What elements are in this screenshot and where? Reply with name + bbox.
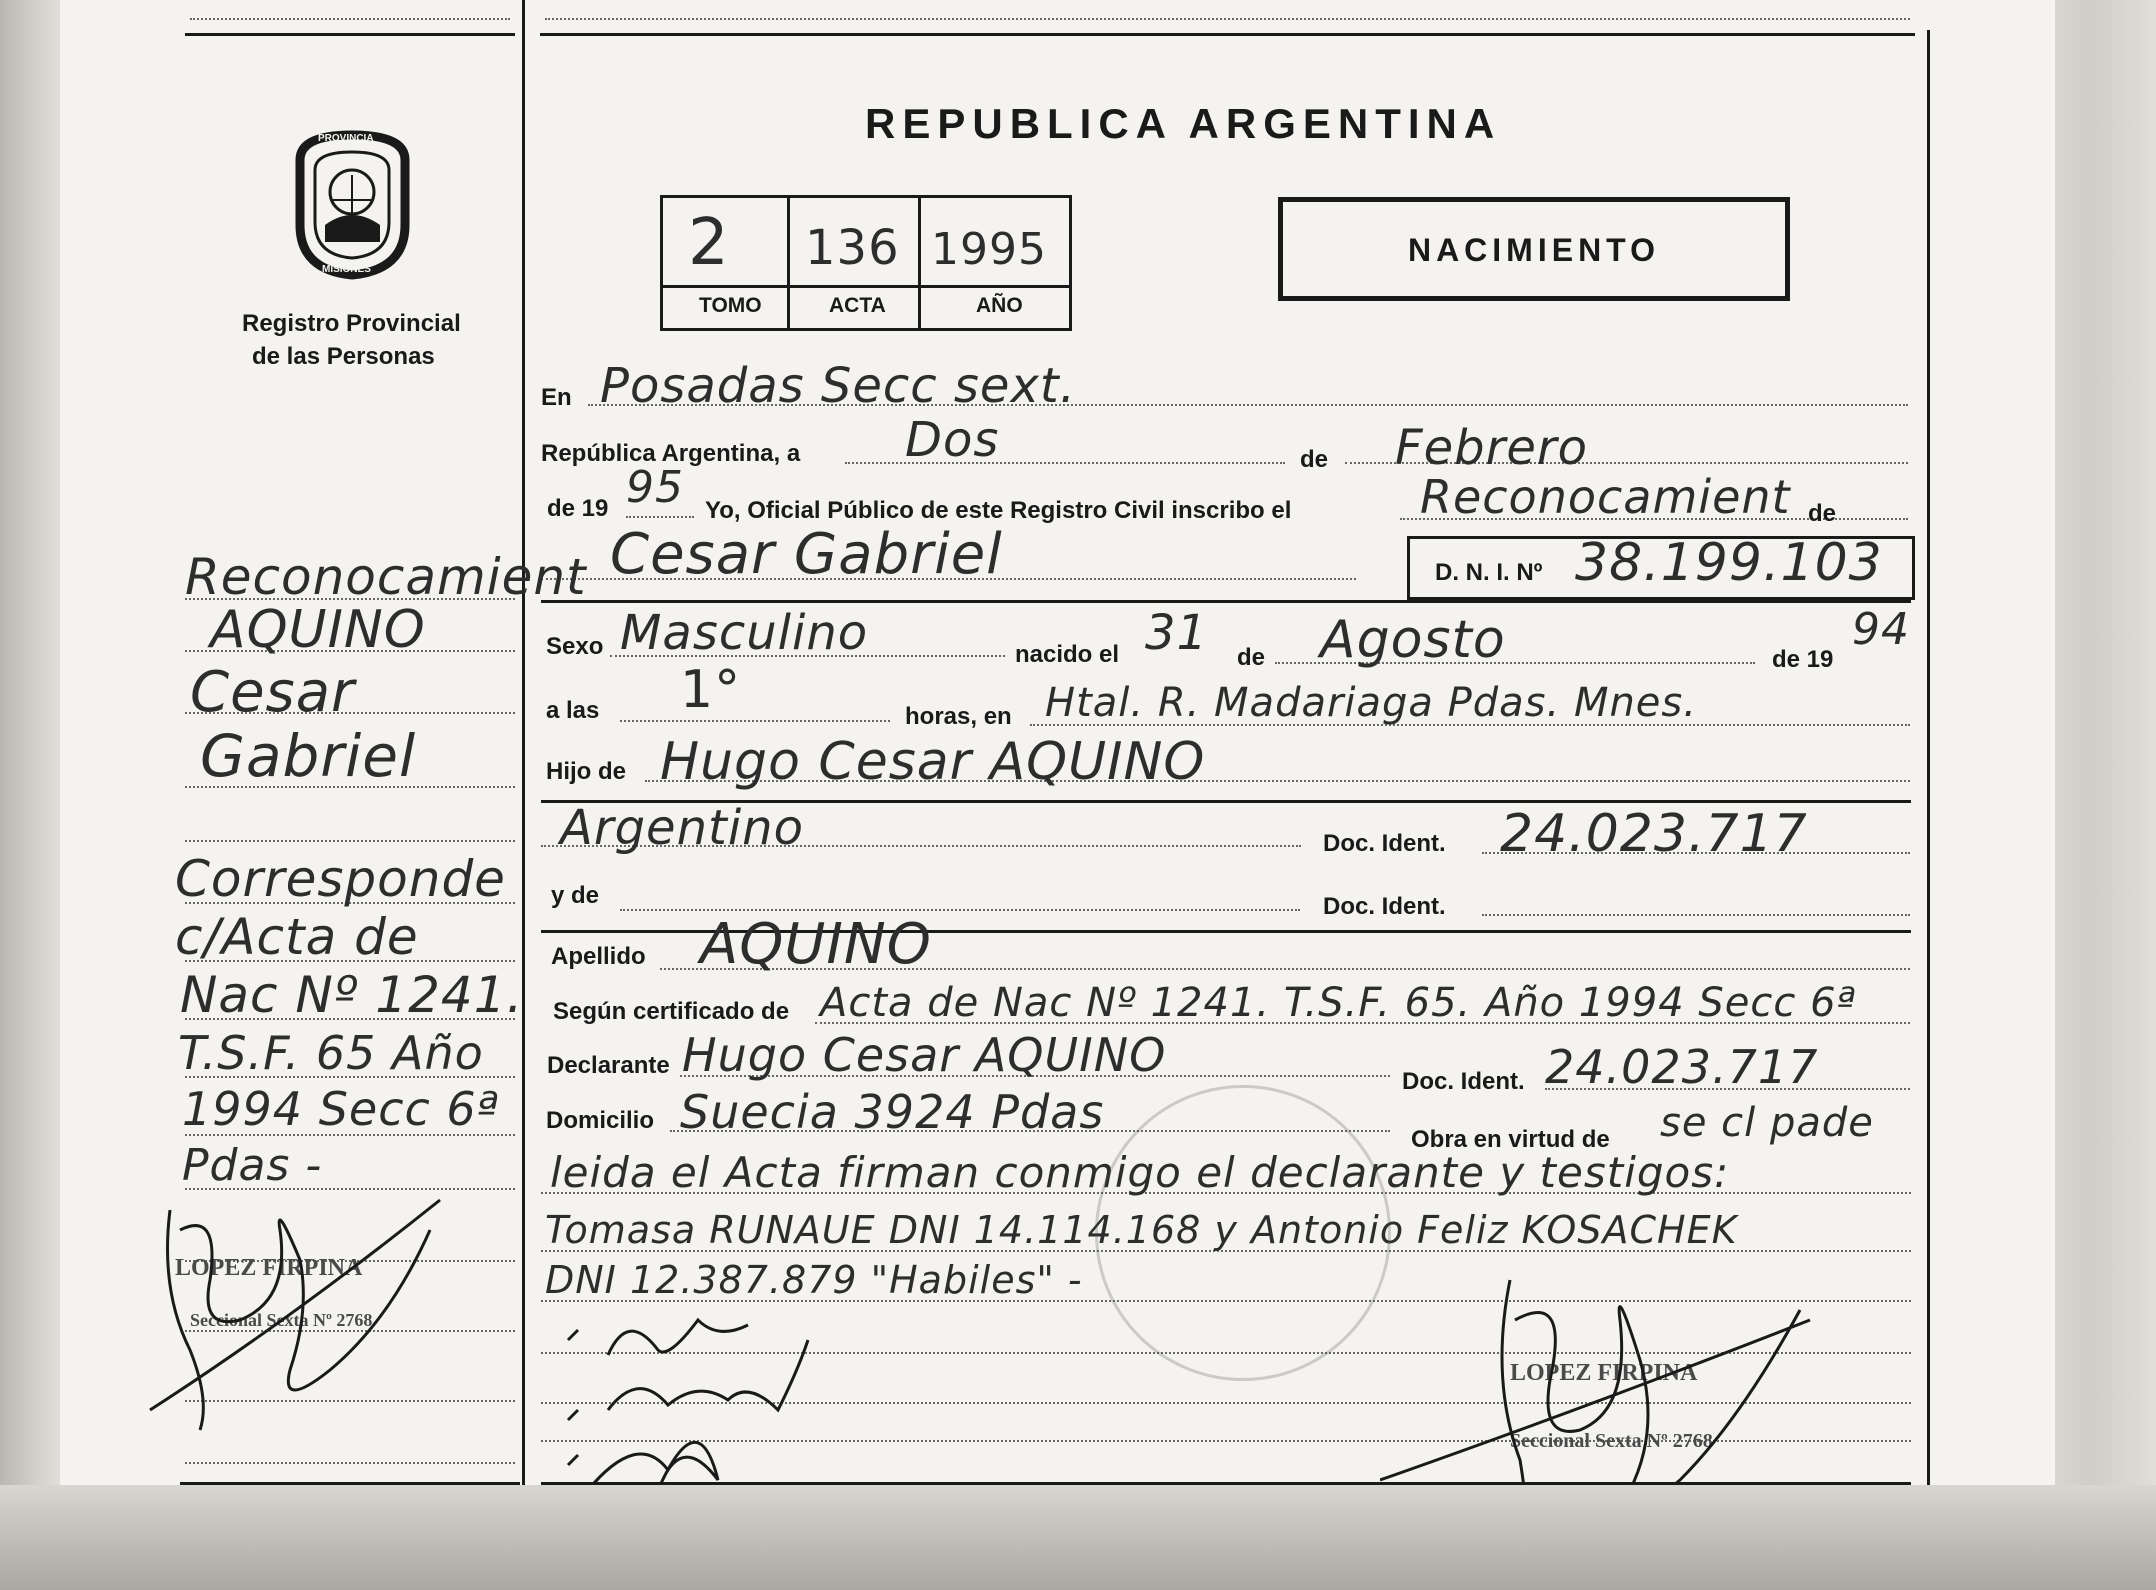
column-divider: [522, 0, 525, 1485]
doc-ident-label: Doc. Ident.: [1323, 830, 1446, 857]
registry-name-line2: de las Personas: [252, 343, 435, 370]
year-value: 95: [626, 462, 684, 513]
obs-text-1: leida el Acta firman conmigo el declarante y testigos:: [550, 1148, 1730, 1197]
hora-value: 1°: [680, 660, 742, 720]
margin-text-10: Pdas -: [182, 1140, 323, 1191]
right-stamp-name: LOPEZ FIRPINA: [1510, 1360, 1698, 1386]
country-heading: REPUBLICA ARGENTINA: [865, 100, 1502, 147]
en-label: En: [541, 384, 572, 411]
nacido-label: nacido el: [1015, 641, 1120, 668]
declarante-value: Hugo Cesar AQUINO: [682, 1028, 1167, 1082]
year-prefix: de 19: [547, 495, 609, 522]
sexo-label: Sexo: [546, 633, 604, 660]
dni-value: 38.199.103: [1575, 533, 1883, 593]
ano-value: 1995: [931, 224, 1047, 275]
lugar-value: Htal. R. Madariaga Pdas. Mnes.: [1045, 680, 1697, 726]
sexo-value: Masculino: [620, 605, 869, 661]
page-edge: [2046, 0, 2156, 1590]
nacido-year: 94: [1852, 604, 1910, 655]
margin-text-1: Reconocamient: [185, 548, 587, 606]
apellido-label: Apellido: [551, 943, 646, 970]
record-type-box: [1278, 197, 1790, 301]
doc-ident-label-2: Doc. Ident.: [1323, 893, 1446, 920]
doc-ident-label-3: Doc. Ident.: [1402, 1068, 1525, 1095]
tomo-value: 2: [688, 206, 730, 280]
seal-top-text: PROVINCIA: [318, 133, 374, 144]
acta-value: 136: [805, 220, 900, 276]
day-value: Dos: [905, 412, 1000, 468]
top-strip-line: [190, 18, 510, 20]
de-label: de: [1300, 446, 1329, 473]
alas-label: a las: [546, 697, 600, 724]
nacido-month: Agosto: [1320, 610, 1506, 670]
round-seal: [1095, 1085, 1391, 1381]
padre-doc: 24.023.717: [1500, 804, 1808, 864]
margin-text-4: Gabriel: [200, 722, 417, 790]
month-value: Febrero: [1395, 420, 1588, 476]
margin-text-6: c/Acta de: [175, 908, 419, 966]
madre-line: [620, 909, 1300, 911]
top-strip-line: [545, 18, 1910, 20]
margin-text-9: 1994 Secc 6ª: [182, 1082, 500, 1136]
section-rule: [541, 600, 1911, 603]
inscribo-value: Reconocamient: [1420, 470, 1791, 524]
domicilio-label: Domicilio: [546, 1107, 655, 1134]
segun-label: Según certificado de: [553, 998, 790, 1025]
year-line: [626, 516, 694, 518]
en-value: Posadas Secc sext.: [600, 358, 1076, 414]
nacido-de: de: [1237, 644, 1266, 671]
left-signature: [140, 1170, 460, 1440]
left-stamp-office: Seccional Sexta Nº 2768: [190, 1310, 373, 1330]
margin-line: [185, 840, 515, 842]
form-right-border: [1927, 30, 1930, 1490]
margin-line: [185, 1462, 515, 1464]
republica-label: República Argentina, a: [541, 440, 801, 467]
padre-nac: Argentino: [560, 800, 804, 856]
segun-value: Acta de Nac Nº 1241. T.S.F. 65. Año 1994 Secc 6ª: [820, 980, 1857, 1026]
dni-label: D. N. I. Nº: [1435, 559, 1543, 586]
nacido-day: 31: [1145, 605, 1209, 661]
apellido-value: AQUINO: [700, 912, 932, 977]
top-rule: [540, 33, 1915, 36]
top-rule: [185, 33, 515, 36]
de-suffix: de: [1808, 500, 1837, 527]
obra-label: Obra en virtud de: [1411, 1126, 1610, 1153]
name-value: Cesar Gabriel: [610, 522, 1003, 587]
registry-name-line1: Registro Provincial: [242, 310, 461, 337]
padre-value: Hugo Cesar AQUINO: [660, 732, 1206, 792]
record-number-box: [660, 195, 1072, 331]
witness-signatures: [548, 1300, 848, 1500]
page-bottom-shadow: [0, 1485, 2156, 1590]
margin-text-2: AQUINO: [210, 600, 426, 660]
hora-line: [620, 720, 890, 722]
right-stamp-office: Seccional Sexta Nº 2768: [1510, 1430, 1713, 1452]
ano-label: AÑO: [976, 294, 1023, 317]
seal-bottom-text: MISIONES: [322, 264, 371, 275]
left-stamp-name: LOPEZ FIRPINA: [175, 1255, 363, 1281]
dni-box: [1407, 533, 1915, 600]
declarante-label: Declarante: [547, 1052, 670, 1079]
hijo-label: Hijo de: [546, 758, 627, 785]
horas-label: horas, en: [905, 703, 1012, 730]
margin-text-7: Nac Nº 1241.: [180, 966, 524, 1024]
obs-text-2: Tomasa RUNAUE DNI 14.114.168 y Antonio Feliz KOSACHEK: [545, 1208, 1738, 1252]
province-seal: [285, 130, 420, 280]
margin-text-8: T.S.F. 65 Año: [178, 1026, 484, 1080]
margin-text-3: Cesar: [190, 660, 356, 725]
acta-label: ACTA: [829, 294, 886, 317]
nacido-year-prefix: de 19: [1772, 646, 1834, 673]
oficial-text: Yo, Oficial Público de este Registro Civil inscribo el: [705, 497, 1292, 524]
declarante-doc: 24.023.717: [1545, 1040, 1819, 1094]
margin-text-5: Corresponde: [175, 850, 506, 908]
domicilio-value: Suecia 3924 Pdas: [680, 1085, 1105, 1139]
obra-value: se cl pade: [1660, 1100, 1874, 1146]
madre-doc-line: [1482, 914, 1910, 916]
record-type-label: NACIMIENTO: [1407, 232, 1661, 268]
tomo-label: TOMO: [699, 294, 762, 317]
yde-label: y de: [551, 882, 600, 909]
obs-text-3: DNI 12.387.879 "Habiles" -: [545, 1258, 1083, 1302]
